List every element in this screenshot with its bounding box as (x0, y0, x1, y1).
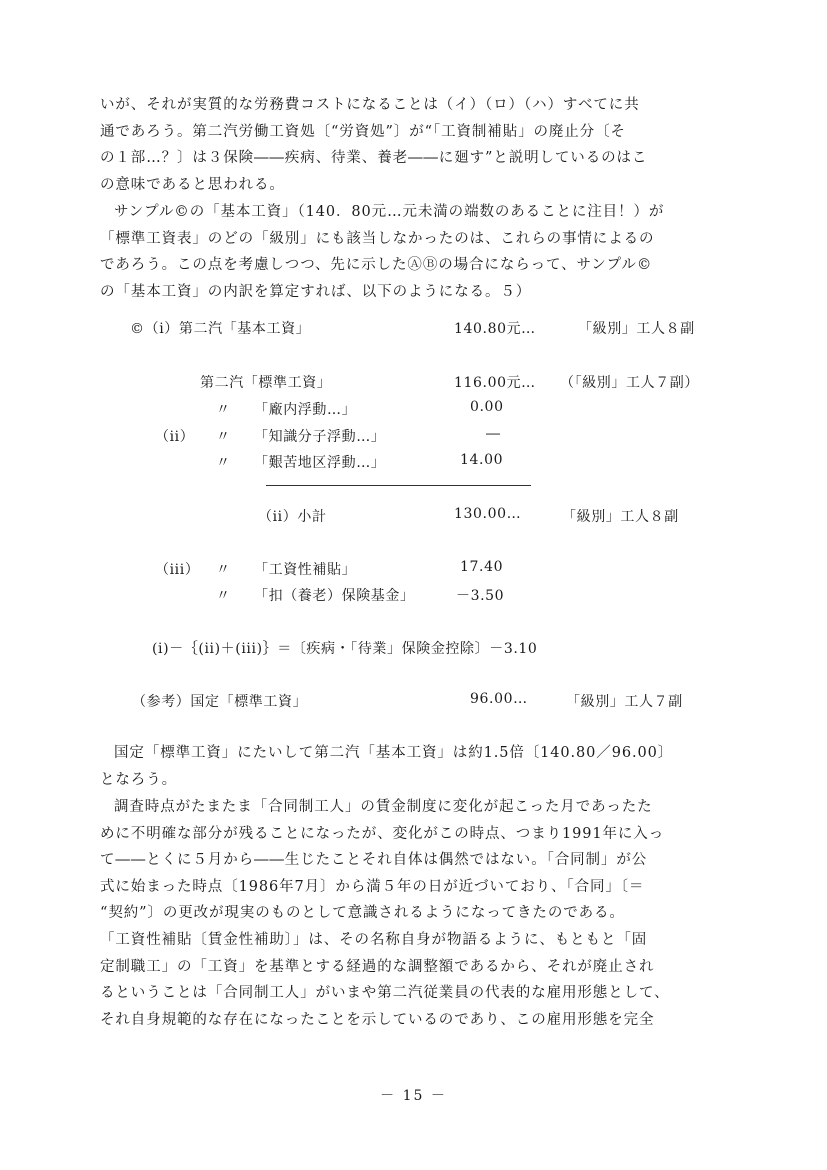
row5-value: 14.00 (460, 452, 504, 468)
row8-label: 「扣（養老）保険基金」 (254, 588, 415, 604)
row6-value: 130.00… (454, 506, 522, 522)
row7-value: 17.40 (460, 559, 504, 575)
text-line: るということは「合同制工人」がいまや第二汽従業員の代表的な雇用形態として、 (100, 985, 670, 1002)
row5-label: 「艱苦地区浮動…」 (254, 455, 386, 471)
text-line: 「工資性補貼〔賃金性補助〕」は、その名称自身が物語るように、もともと「固 (100, 931, 648, 948)
row6-label: （ii）小計 (258, 509, 327, 525)
paragraph-3 (100, 740, 740, 793)
page-number: － 15 － (380, 1088, 447, 1104)
text-line: であろう。この点を考慮しつつ、先に示したⒶⒷの場合にならって、サンプル© (100, 257, 653, 274)
text-line: 国定「標準工資」にたいして第二汽「基本工資」は約1.5倍〔140.80／96.00〕 (114, 745, 674, 761)
text-line: 式に始まった時点〔1986年7月〕から満５年の日が近づいており、「合同」〔＝ (100, 878, 645, 895)
row4-value: ― (486, 426, 501, 442)
text-line: それ自身規範的な存在になったことを示しているのであり、この雇用形態を完全 (100, 1011, 655, 1028)
row1-value: 140.80元… (454, 321, 536, 337)
text-line: となろう。 (100, 771, 177, 788)
reference-value: 96.00… (470, 691, 528, 707)
row1-label: ©（i）第二汽「基本工資」 (130, 321, 311, 337)
paragraph-1 (100, 92, 740, 198)
text-line: 調査時点がたまたま「合同制工人」の賃金制度に変化が起こった月であったた (114, 799, 653, 815)
ditto-mark: 〃 (216, 455, 231, 471)
ditto-mark: 〃 (216, 402, 231, 418)
row2-value: 116.00元… (454, 375, 536, 391)
reference-label: （参考）国定「標準工資」 (132, 694, 308, 710)
text-line: の１部…？〕は３保険――疾病、待業、養老――に廻す”と説明しているのはこ (100, 150, 648, 167)
row8-value: －3.50 (456, 588, 505, 604)
paragraph-2 (100, 199, 740, 305)
row1-note: 「級別」工人８副 (578, 321, 695, 337)
group-iii-label: （iii） (155, 562, 200, 578)
text-line: いが、それが実質的な労務費コストになることは（イ）（ロ）（ハ）すべてに共 (100, 97, 640, 113)
row3-value: 0.00 (470, 399, 504, 415)
text-line: “契約”〕の更改が現実のものとして意識されるようになってきたのである。 (100, 905, 625, 922)
deduction-formula: (i)－｛(ii)＋(iii)｝＝〔疾病・「待業」保険金控除〕－3.10 (152, 641, 538, 657)
subtotal-rule (266, 485, 531, 486)
ditto-mark: 〃 (216, 562, 231, 578)
text-line: 定制職工」の「工資」を基準とする経過的な調整額であるから、それが廃止され (100, 958, 655, 975)
row7-label: 「工資性補貼」 (254, 562, 357, 578)
text-line: 「標準工資表」のどの「級別」にも該当しなかったのは、これらの事情によるの (100, 230, 655, 247)
row6-note: 「級別」工人８副 (562, 509, 679, 525)
reference-note: 「級別」工人７副 (566, 694, 683, 710)
row2-note: （「級別」工人７副） (560, 375, 699, 391)
row2-label: 第二汽「標準工資」 (200, 375, 332, 391)
text-line: の「基本工資」の内訳を算定すれば、以下のようになる。５） (100, 283, 532, 300)
text-line: 通であろう。第二汽労働工資処〔“労資処”〕が“「工資制補貼」の廃止分〔そ (100, 123, 626, 140)
row4-label: 「知識分子浮動…」 (254, 429, 386, 445)
text-line: めに不明確な部分が残ることになったが、変化がこの時点、つまり1991年に入っ (100, 825, 665, 842)
text-line: の意味であると思われる。 (100, 176, 285, 193)
group-ii-label: （ii） (155, 429, 195, 445)
text-line: サンプル©の「基本工資」（140．80元…元未満の端数のあることに注目！）が (114, 204, 665, 220)
ditto-mark: 〃 (216, 588, 231, 604)
row3-label: 「廠内浮動…」 (254, 402, 357, 418)
ditto-mark: 〃 (216, 429, 231, 445)
text-line: て――とくに５月から――生じたことそれ自体は偶然ではない。「合同制」が公 (100, 852, 648, 869)
paragraph-4 (100, 794, 740, 1033)
